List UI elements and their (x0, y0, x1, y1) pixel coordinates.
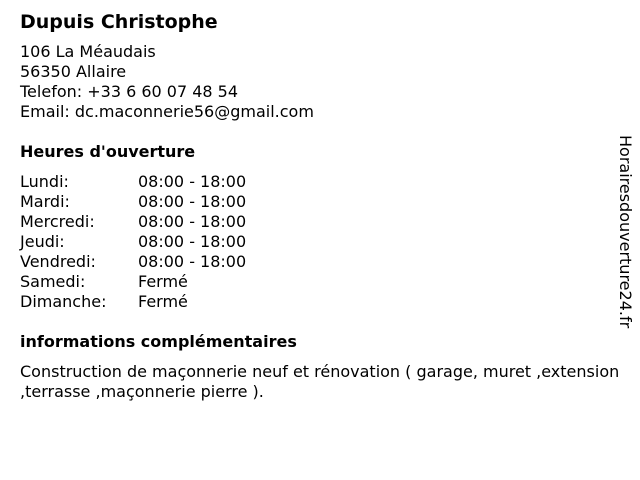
address-line-1: 106 La Méaudais (20, 42, 156, 61)
hours-day-label: Mardi: (20, 192, 70, 211)
additional-info-heading: informations complémentaires (20, 332, 297, 351)
hours-row-sunday (20, 292, 620, 312)
hours-day-label: Vendredi: (20, 252, 96, 271)
hours-day-label: Lundi: (20, 172, 69, 191)
hours-row-tuesday (20, 192, 620, 212)
address-line-2: 56350 Allaire (20, 62, 127, 81)
hours-row-thursday (20, 232, 620, 252)
hours-day-label: Jeudi: (20, 232, 65, 251)
hours-time-value: 08:00 - 18:00 (138, 252, 247, 271)
hours-time-value: Fermé (138, 292, 188, 311)
phone-number: Telefon: +33 6 60 07 48 54 (20, 82, 239, 101)
hours-time-value: 08:00 - 18:00 (138, 172, 247, 191)
hours-row-wednesday (20, 212, 620, 232)
opening-hours-heading: Heures d'ouverture (20, 142, 196, 161)
additional-info-description: Construction de maçonnerie neuf et rénovation ( garage, muret ,extension ,terrasse ,maçonnerie pierre ). (20, 362, 620, 401)
business-card (20, 10, 620, 402)
hours-day-label: Dimanche: (20, 292, 107, 311)
business-name: Dupuis Christophe (20, 11, 218, 33)
hours-time-value: 08:00 - 18:00 (138, 232, 247, 251)
hours-day-label: Mercredi: (20, 212, 95, 231)
watermark (611, 135, 639, 345)
hours-row-saturday (20, 272, 620, 292)
email-address: Email: dc.maconnerie56@gmail.com (20, 102, 314, 121)
hours-time-value: Fermé (138, 272, 188, 291)
hours-row-monday (20, 172, 620, 192)
hours-day-label: Samedi: (20, 272, 86, 291)
hours-row-friday (20, 252, 620, 272)
hours-time-value: 08:00 - 18:00 (138, 212, 247, 231)
opening-hours-table (20, 172, 620, 312)
hours-time-value: 08:00 - 18:00 (138, 192, 247, 211)
watermark-text: Horairesdouverture24.fr (616, 135, 635, 329)
